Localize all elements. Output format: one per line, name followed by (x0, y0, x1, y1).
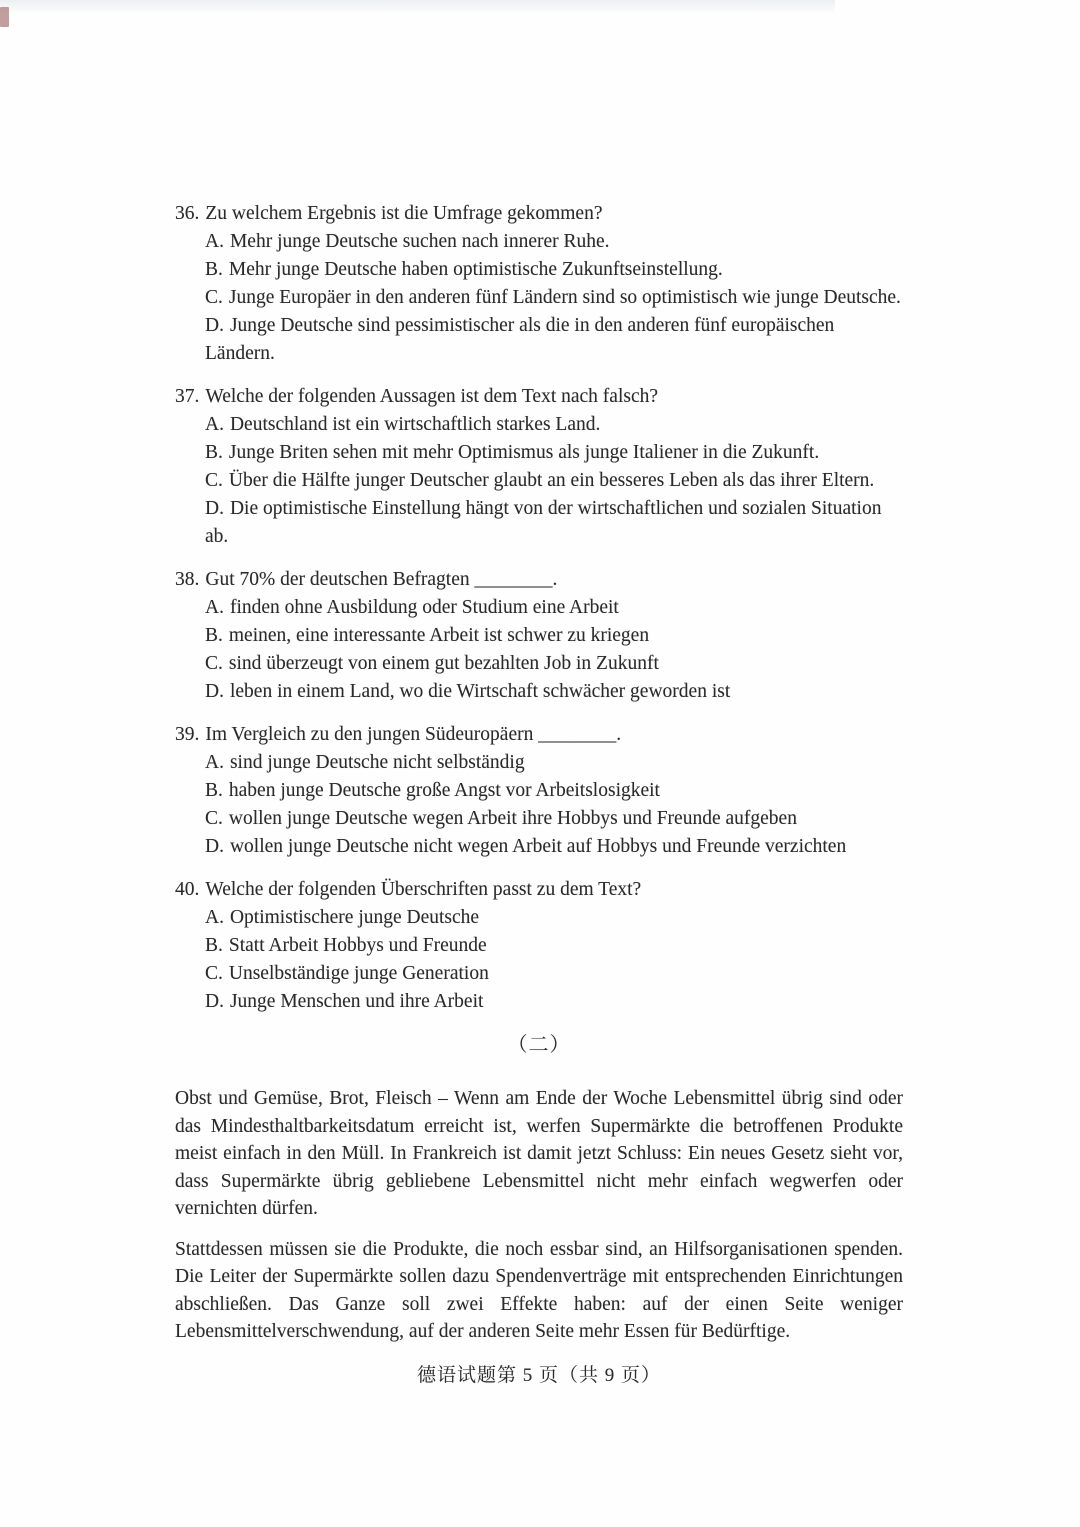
option-40-d-text: Junge Menschen und ihre Arbeit (229, 991, 484, 1012)
option-36-d-text: Junge Deutsche sind pessimistischer als die in den anderen fünf europäischen Ländern. (205, 315, 835, 364)
option-39-c-text: wollen junge Deutsche wegen Arbeit ihre Hobbys und Freunde aufgeben (228, 808, 797, 829)
option-38-c (205, 650, 903, 678)
option-36-c-text: Junge Europäer in den anderen fünf Ländern sind so optimistisch wie junge Deutsche. (228, 287, 901, 308)
option-38-d-text: leben in einem Land, wo die Wirtschaft schwächer geworden ist (229, 681, 731, 702)
question-36-number: 36. (175, 203, 200, 224)
question-39-number: 39. (175, 724, 200, 745)
option-37-b-text: Junge Briten sehen mit mehr Optimismus als junge Italiener in die Zukunft. (228, 442, 820, 463)
question-36 (175, 200, 903, 368)
option-36-a-label: A. (205, 231, 224, 252)
option-38-b (205, 622, 903, 650)
option-38-a-text: finden ohne Ausbildung oder Studium eine Arbeit (229, 597, 619, 618)
option-39-a-text: sind junge Deutsche nicht selbständig (229, 752, 525, 773)
option-38-b-label: B. (205, 625, 223, 646)
option-37-c-text: Über die Hälfte junger Deutscher glaubt an ein besseres Leben als das ihrer Eltern. (228, 470, 875, 491)
option-39-d-text: wollen junge Deutsche nicht wegen Arbeit auf Hobbys und Freunde verzichten (229, 836, 847, 857)
option-39-a (205, 749, 903, 777)
option-37-a (205, 411, 903, 439)
question-40 (175, 876, 903, 1016)
question-37-stem (175, 383, 903, 411)
option-37-a-text: Deutschland ist ein wirtschaftlich starkes Land. (229, 414, 601, 435)
question-37-number: 37. (175, 386, 200, 407)
question-37-options (175, 411, 903, 551)
option-39-b (205, 777, 903, 805)
option-38-b-text: meinen, eine interessante Arbeit ist schwer zu kriegen (228, 625, 650, 646)
exam-page (175, 200, 903, 1387)
option-40-c-text: Unselbständige junge Generation (228, 963, 489, 984)
question-38-options (175, 594, 903, 706)
option-36-d (205, 312, 903, 368)
question-36-options (175, 228, 903, 368)
question-37-text: Welche der folgenden Aussagen ist dem Text nach falsch? (205, 386, 659, 407)
question-38 (175, 566, 903, 706)
option-40-a-text: Optimistischere junge Deutsche (229, 907, 480, 928)
question-39-options (175, 749, 903, 861)
page-footer: 德语试题第 5 页（共 9 页） (416, 1364, 661, 1386)
question-40-options (175, 904, 903, 1016)
option-37-a-label: A. (205, 414, 224, 435)
scan-top-strip (0, 0, 835, 14)
option-37-d (205, 495, 903, 551)
option-37-b (205, 439, 903, 467)
option-38-c-text: sind überzeugt von einem gut bezahlten Job in Zukunft (228, 653, 659, 674)
question-38-text: Gut 70% der deutschen Befragten ________. (205, 569, 558, 590)
option-38-d-label: D. (205, 681, 224, 702)
option-39-a-label: A. (205, 752, 224, 773)
option-39-d-label: D. (205, 836, 224, 857)
question-39 (175, 721, 903, 861)
option-36-a-text: Mehr junge Deutsche suchen nach innerer Ruhe. (229, 231, 610, 252)
option-39-d (205, 833, 903, 861)
option-40-d-label: D. (205, 991, 224, 1012)
option-40-a (205, 904, 903, 932)
question-39-stem (175, 721, 903, 749)
option-38-a-label: A. (205, 597, 224, 618)
option-40-b-text: Statt Arbeit Hobbys und Freunde (228, 935, 487, 956)
option-36-c (205, 284, 903, 312)
option-40-a-label: A. (205, 907, 224, 928)
passage-paragraph-1: Obst und Gemüse, Brot, Fleisch – Wenn am Ende der Woche Lebensmittel übrig sind oder das Mindesthaltbarkeitsdatum erreicht ist, werfen Supermärkte die betroffenen Produkte meist einfach in den Müll. In Frankreich ist damit jetzt Schluss: Ein neues Gesetz sieht vor, dass Supermärkte übrig gebliebene Lebensmittel nicht mehr einfach wegwerfen oder vernichten dürfen. (175, 1088, 903, 1219)
option-38-c-label: C. (205, 653, 223, 674)
option-39-b-label: B. (205, 780, 223, 801)
option-38-d (205, 678, 903, 706)
option-37-c-label: C. (205, 470, 223, 491)
option-36-c-label: C. (205, 287, 223, 308)
option-38-a (205, 594, 903, 622)
question-36-stem (175, 200, 903, 228)
option-40-b-label: B. (205, 935, 223, 956)
question-36-text: Zu welchem Ergebnis ist die Umfrage gekommen? (205, 203, 603, 224)
option-36-a (205, 228, 903, 256)
option-39-b-text: haben junge Deutsche große Angst vor Arbeitslosigkeit (228, 780, 660, 801)
option-40-b (205, 932, 903, 960)
question-37 (175, 383, 903, 551)
option-40-c-label: C. (205, 963, 223, 984)
option-40-d (205, 988, 903, 1016)
question-40-number: 40. (175, 879, 200, 900)
option-36-b-label: B. (205, 259, 223, 280)
option-37-b-label: B. (205, 442, 223, 463)
passage-paragraph-2: Stattdessen müssen sie die Produkte, die noch essbar sind, an Hilfsorganisationen spenden. Die Leiter der Supermärkte sollen dazu Spendenverträge mit entsprechenden Einrichtungen abschließen. Das Ganze soll zwei Effekte haben: auf der einen Seite weniger Lebensmittelverschwendung, auf der anderen Seite mehr Essen für Bedürftige. (175, 1238, 903, 1342)
option-36-b-text: Mehr junge Deutsche haben optimistische Zukunftseinstellung. (228, 259, 723, 280)
question-40-text: Welche der folgenden Überschriften passt zu dem Text? (205, 879, 642, 900)
option-39-c (205, 805, 903, 833)
option-39-c-label: C. (205, 808, 223, 829)
section-marker: （二） (507, 1034, 571, 1056)
question-39-text: Im Vergleich zu den jungen Südeuropäern ________. (205, 724, 622, 745)
option-37-c (205, 467, 903, 495)
scan-corner-mark (0, 7, 9, 27)
option-36-d-label: D. (205, 315, 224, 336)
question-38-number: 38. (175, 569, 200, 590)
option-36-b (205, 256, 903, 284)
question-38-stem (175, 566, 903, 594)
option-37-d-text: Die optimistische Einstellung hängt von der wirtschaftlichen und sozialen Situation ab. (205, 498, 882, 547)
option-37-d-label: D. (205, 498, 224, 519)
question-40-stem (175, 876, 903, 904)
option-40-c (205, 960, 903, 988)
